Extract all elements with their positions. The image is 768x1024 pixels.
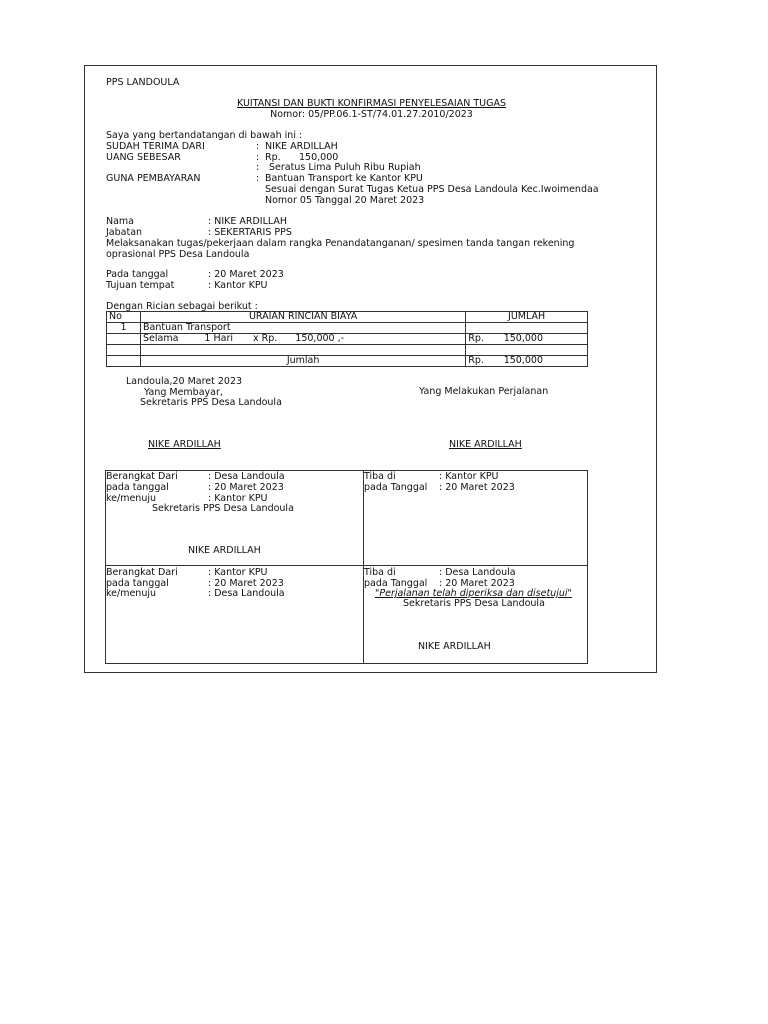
row-no — [107, 345, 141, 356]
total-currency: Rp. — [466, 356, 489, 367]
depart-date-value: : 20 Maret 2023 — [208, 578, 284, 589]
received-from-label: SUDAH TERIMA DARI — [106, 141, 205, 152]
table-row — [107, 345, 588, 356]
table-row — [107, 323, 588, 334]
arrive-value: : Desa Landoula — [439, 567, 516, 578]
table-row — [107, 334, 588, 345]
name-label: Nama — [106, 216, 135, 227]
received-from-value: NIKE ARDILLAH — [265, 141, 338, 152]
depart-from-value: : Desa Landoula — [208, 471, 285, 482]
depart-from-label: Berangkat Dari — [106, 567, 178, 578]
signer-title: Sekretaris PPS Desa Landoula — [152, 503, 294, 514]
cost-table — [106, 311, 588, 367]
destination-value: : Kantor KPU — [208, 493, 268, 504]
colon: : — [256, 162, 260, 173]
arrive-date-label: pada Tanggal — [364, 578, 428, 589]
arrive-date-value: : 20 Maret 2023 — [439, 482, 515, 493]
amount-value: 150,000 — [299, 152, 339, 163]
row-currency: Rp. — [466, 334, 489, 345]
position-label: Jabatan — [106, 227, 143, 238]
cost-table-intro: Dengan Rician sebagai berikut : — [106, 301, 258, 312]
row-amount — [466, 323, 588, 334]
place-date: Landoula,20 Maret 2023 — [126, 376, 243, 387]
total-amount: 150,000 — [489, 356, 588, 367]
purpose-line-2: Sesuai dengan Surat Tugas Ketua PPS Desa Landoula Kec.Iwoimendaa — [265, 184, 599, 195]
header-amount: JUMLAH — [466, 312, 588, 323]
position-value: : SEKERTARIS PPS — [208, 227, 292, 238]
duration-label: Selama — [143, 333, 179, 344]
arrive-value: : Kantor KPU — [439, 471, 499, 482]
date-value: : 20 Maret 2023 — [208, 269, 284, 280]
org-name: PPS LANDOULA — [106, 77, 180, 88]
approval-note: "Perjalanan telah diperiksa dan disetujui" — [375, 588, 572, 599]
arrive-label: Tiba di — [364, 567, 396, 578]
row-no — [107, 334, 141, 345]
colon: : — [256, 173, 260, 184]
arrive-label: Tiba di — [364, 471, 396, 482]
purpose-line-3: Nomor 05 Tanggal 20 Maret 2023 — [265, 195, 425, 206]
document-title: KUITANSI DAN BUKTI KONFIRMASI PENYELESAIAN TUGAS — [236, 98, 507, 109]
payer-name: NIKE ARDILLAH — [148, 439, 221, 450]
row-no — [107, 356, 141, 367]
row-amount — [466, 345, 588, 356]
receipt-page — [84, 65, 657, 673]
payer-label: Yang Membayar, — [144, 387, 223, 398]
rate-value: 150,000 ,- — [295, 333, 345, 344]
amount-label: UANG SEBESAR — [106, 152, 181, 163]
row-description: Bantuan Transport — [141, 323, 466, 334]
row-amount: 150,000 — [489, 334, 588, 345]
header-no: No — [107, 312, 141, 323]
rate-multiplier: x Rp. — [253, 333, 278, 344]
amount-words: Seratus Lima Puluh Ribu Rupiah — [269, 162, 421, 173]
row-description — [141, 345, 466, 356]
colon: : — [256, 152, 260, 163]
row-no: 1 — [107, 323, 141, 334]
payer-title: Sekretaris PPS Desa Landoula — [140, 397, 282, 408]
depart-date-value: : 20 Maret 2023 — [208, 482, 284, 493]
destination-value: : Kantor KPU — [208, 280, 268, 291]
duration-value: 1 Hari — [204, 333, 233, 344]
task-line-2: oprasional PPS Desa Landoula — [106, 249, 250, 260]
date-label: Pada tanggal — [106, 269, 169, 280]
arrive-date-label: pada Tanggal — [364, 482, 428, 493]
task-line-1: Melaksanakan tugas/pekerjaan dalam rangka Penandatanganan/ spesimen tanda tangan rekening — [106, 238, 575, 249]
depart-from-value: : Kantor KPU — [208, 567, 268, 578]
document-number: Nomor: 05/PP.06.1-ST/74.01.27.2010/2023 — [270, 109, 473, 120]
receipt-intro: Saya yang bertandatangan di bawah ini : — [106, 130, 303, 141]
colon: : — [256, 141, 260, 152]
amount-currency: Rp. — [265, 152, 281, 163]
row-description — [141, 334, 466, 345]
traveler-label: Yang Melakukan Perjalanan — [419, 386, 549, 397]
depart-date-label: pada tanggal — [106, 482, 169, 493]
depart-from-label: Berangkat Dari — [106, 471, 178, 482]
purpose-line-1: Bantuan Transport ke Kantor KPU — [265, 173, 423, 184]
signer-name: NIKE ARDILLAH — [418, 641, 491, 652]
signer-title: Sekretaris PPS Desa Landoula — [403, 598, 545, 609]
table-total-row — [107, 356, 588, 367]
purpose-label: GUNA PEMBAYARAN — [106, 173, 201, 184]
depart-date-label: pada tanggal — [106, 578, 169, 589]
destination-label: Tujuan tempat — [106, 280, 175, 291]
name-value: : NIKE ARDILLAH — [208, 216, 288, 227]
grid-divider — [105, 565, 588, 566]
total-label: Jumlah — [141, 356, 466, 367]
destination-label: ke/menuju — [106, 493, 157, 504]
arrive-date-value: : 20 Maret 2023 — [439, 578, 515, 589]
destination-label: ke/menuju — [106, 588, 157, 599]
traveler-name: NIKE ARDILLAH — [449, 439, 522, 450]
signer-name: NIKE ARDILLAH — [188, 545, 261, 556]
destination-value: : Desa Landoula — [208, 588, 285, 599]
table-header-row — [107, 312, 588, 323]
header-description: URAIAN RINCIAN BIAYA — [141, 312, 466, 323]
